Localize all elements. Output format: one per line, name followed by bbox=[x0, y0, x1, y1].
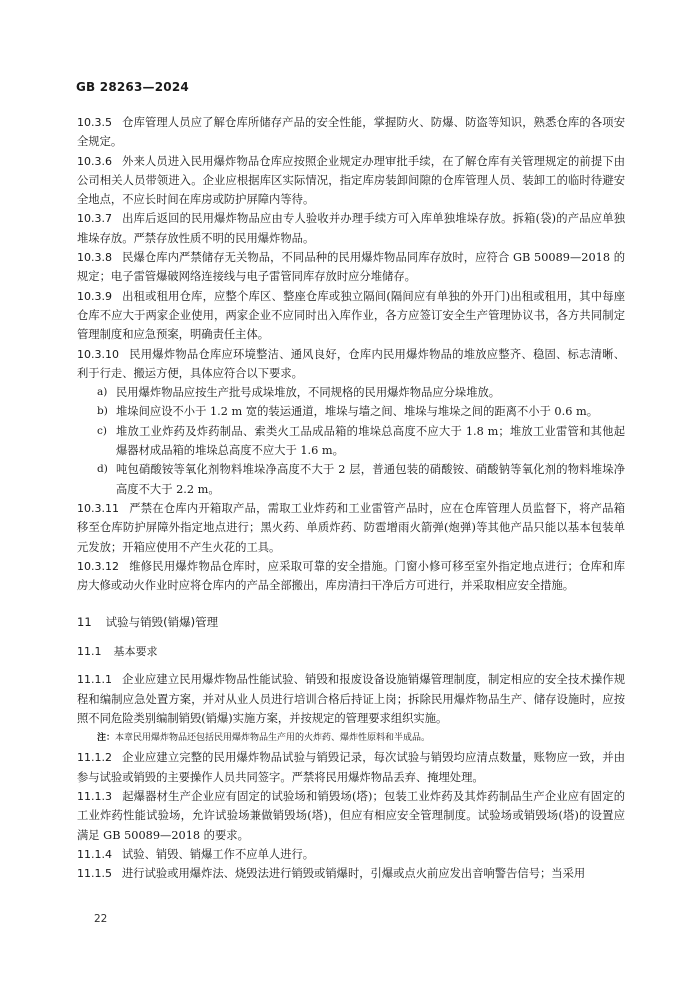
clause-paragraph bbox=[77, 287, 625, 345]
clause-text: 维修民用爆炸物品仓库时，应采取可靠的安全措施。门窗小修可移至室外指定地点进行；仓库和库房大修或动火作业时应将仓库内的产品全部搬出，库房清扫干净后方可进行，并采取相应安全措施。 bbox=[77, 559, 625, 593]
document-body bbox=[77, 113, 625, 883]
clause-text: 严禁在仓库内开箱取产品，需取工业炸药和工业雷管产品时，应在仓库管理人员监督下，将产品箱移至仓库防护屏障外指定地点进行；黑火药、单质炸药、防雹增雨火箭弹(炮弹)等其他产品只能以基本包装单元发放；开箱应使用不产生火花的工具。 bbox=[77, 501, 625, 554]
list-text: 吨包硝酸铵等氧化剂物料堆垛净高度不大于 2 层，普通包装的硝酸铵、硝酸钠等氧化剂的物料堆垛净高度不大于 2.2 m。 bbox=[116, 463, 625, 496]
clause-number: 10.3.5 bbox=[77, 116, 112, 129]
list-marker: d) bbox=[97, 463, 108, 476]
clause-paragraph bbox=[77, 499, 625, 557]
clause-paragraph bbox=[77, 787, 625, 845]
list-marker: b) bbox=[97, 405, 108, 418]
clause-paragraph bbox=[77, 248, 625, 287]
clause-text: 进行试验或用爆炸法、烧毁法进行销毁或销爆时，引爆或点火前应发出音响警告信号；当采用 bbox=[122, 867, 586, 881]
clause-paragraph bbox=[77, 670, 625, 728]
clause-paragraph bbox=[77, 845, 625, 864]
clause-number: 11.1.3 bbox=[77, 789, 112, 803]
standard-number: GB 28263—2024 bbox=[76, 80, 189, 94]
clause-number: 10.3.7 bbox=[77, 212, 112, 226]
clause-text: 出租或租用仓库，应整个库区、整座仓库或独立隔间(隔间应有单独的外开门)出租或租用，其中每座仓库不应大于两家企业使用，两家企业不应同时出入库作业，各方应签订安全生产管理协议书，各方共同制定管理制度和应急预案，明确责任主体。 bbox=[77, 289, 625, 342]
list-marker: c) bbox=[97, 424, 107, 437]
list-item bbox=[77, 383, 625, 402]
section-number: 11.1 bbox=[77, 645, 102, 659]
clause-number: 10.3.8 bbox=[77, 251, 112, 265]
clause-group-10-3 bbox=[77, 113, 625, 383]
list-item bbox=[77, 422, 625, 461]
chapter-heading bbox=[77, 614, 625, 630]
clause-paragraph bbox=[77, 748, 625, 787]
clause-paragraph bbox=[77, 864, 625, 883]
clause-10-3-10-list bbox=[77, 383, 625, 499]
clause-text: 出库后返回的民用爆炸物品应由专人验收并办理手续方可入库单独堆垛存放。拆箱(袋)的产品应单独堆垛存放。严禁存放性质不明的民用爆炸物品。 bbox=[77, 212, 625, 245]
list-text: 堆放工业炸药及炸药制品、索类火工品成品箱的堆垛总高度不应大于 1.8 m；堆放工业雷管和其他起爆器材成品箱的堆垛总高度不应大于 1.6 m。 bbox=[116, 424, 625, 458]
clause-number: 10.3.6 bbox=[77, 154, 112, 168]
clause-paragraph bbox=[77, 209, 625, 248]
clause-number: 11.1.4 bbox=[77, 847, 112, 861]
clause-paragraph bbox=[77, 113, 625, 152]
clause-number: 11.1.2 bbox=[77, 751, 112, 765]
page-number: 22 bbox=[94, 913, 108, 925]
clause-group-11-1 bbox=[77, 670, 625, 728]
clause-number: 11.1.5 bbox=[77, 867, 112, 881]
section-title: 基本要求 bbox=[113, 645, 158, 659]
note-label: 注： bbox=[97, 733, 116, 744]
clause-paragraph bbox=[77, 152, 625, 210]
clause-text: 起爆器材生产企业应有固定的试验场和销毁场(塔)；包装工业炸药及其炸药制品生产企业应有固定的工业炸药性能试验场，允许试验场兼做销毁场(塔)，但应有相应安全管理制度。试验场或销毁场(塔)的设置应满足 GB 50089—2018 的要求。 bbox=[77, 789, 625, 842]
clause-group-10-3-tail bbox=[77, 499, 625, 595]
clause-number: 10.3.10 bbox=[77, 347, 119, 361]
clause-text: 外来人员进入民用爆炸物品仓库应按照企业规定办理审批手续，在了解仓库有关管理规定的前提下由公司相关人员带领进入。企业应根据库区实际情况，指定库房装卸间隙的仓库管理人员、装卸工的临时待避安全地点，不应长时间在库房或防护屏障内等待。 bbox=[77, 154, 625, 207]
note-text: 本章民用爆炸物品还包括民用爆炸物品生产用的火炸药、爆炸性原料和半成品。 bbox=[115, 733, 431, 744]
clause-group-11-1-tail bbox=[77, 748, 625, 883]
clause-text: 仓库管理人员应了解仓库所储存产品的安全性能，掌握防火、防爆、防盗等知识，熟悉仓库的各项安全规定。 bbox=[77, 116, 625, 149]
clause-text: 民用爆炸物品仓库应环境整洁、通风良好，仓库内民用爆炸物品的堆放应整齐、稳固、标志清晰、利于行走、搬运方便，具体应符合以下要求。 bbox=[77, 347, 625, 380]
list-text: 民用爆炸物品应按生产批号成垛堆放，不同规格的民用爆炸物品应分垛堆放。 bbox=[116, 386, 501, 400]
chapter-title: 试验与销毁(销爆)管理 bbox=[105, 615, 219, 630]
list-item bbox=[77, 460, 625, 499]
clause-number: 11.1.1 bbox=[77, 673, 112, 687]
clause-text: 试验、销毁、销爆工作不应单人进行。 bbox=[122, 847, 315, 861]
clause-number: 10.3.11 bbox=[77, 501, 119, 515]
list-marker: a) bbox=[97, 386, 108, 399]
list-item bbox=[77, 402, 625, 421]
clause-text: 企业应建立完整的民用爆炸物品试验与销毁记录，每次试验与销毁均应清点数量，账物应一致，并由参与试验或销毁的主要操作人员共同签字。严禁将民用爆炸物品丢弃、掩埋处理。 bbox=[77, 751, 625, 784]
list-text: 堆垛间应设不小于 1.2 m 宽的装运通道，堆垛与墙之间、堆垛与堆垛之间的距离不小于 0.6 m。 bbox=[116, 405, 599, 419]
clause-paragraph bbox=[77, 345, 625, 384]
clause-number: 10.3.9 bbox=[77, 289, 112, 303]
note bbox=[77, 731, 625, 746]
chapter-number: 11 bbox=[77, 615, 92, 630]
section-heading bbox=[77, 644, 625, 660]
clause-text: 企业应建立民用爆炸物品性能试验、销毁和报废设备设施销爆管理制度，制定相应的安全技术操作规程和编制应急处置方案，并对从业人员进行培训合格后持证上岗；拆除民用爆炸物品生产、储存设施时，应按照不同危险类别编制销毁(销爆)实施方案，并按规定的管理要求组织实施。 bbox=[77, 673, 625, 726]
clause-number: 10.3.12 bbox=[77, 559, 119, 573]
clause-paragraph bbox=[77, 557, 625, 596]
clause-text: 民爆仓库内严禁储存无关物品，不同品种的民用爆炸物品同库存放时，应符合 GB 50089—2018 的规定；电子雷管爆破网络连接线与电子雷管同库存放时应分堆储存。 bbox=[77, 251, 625, 284]
